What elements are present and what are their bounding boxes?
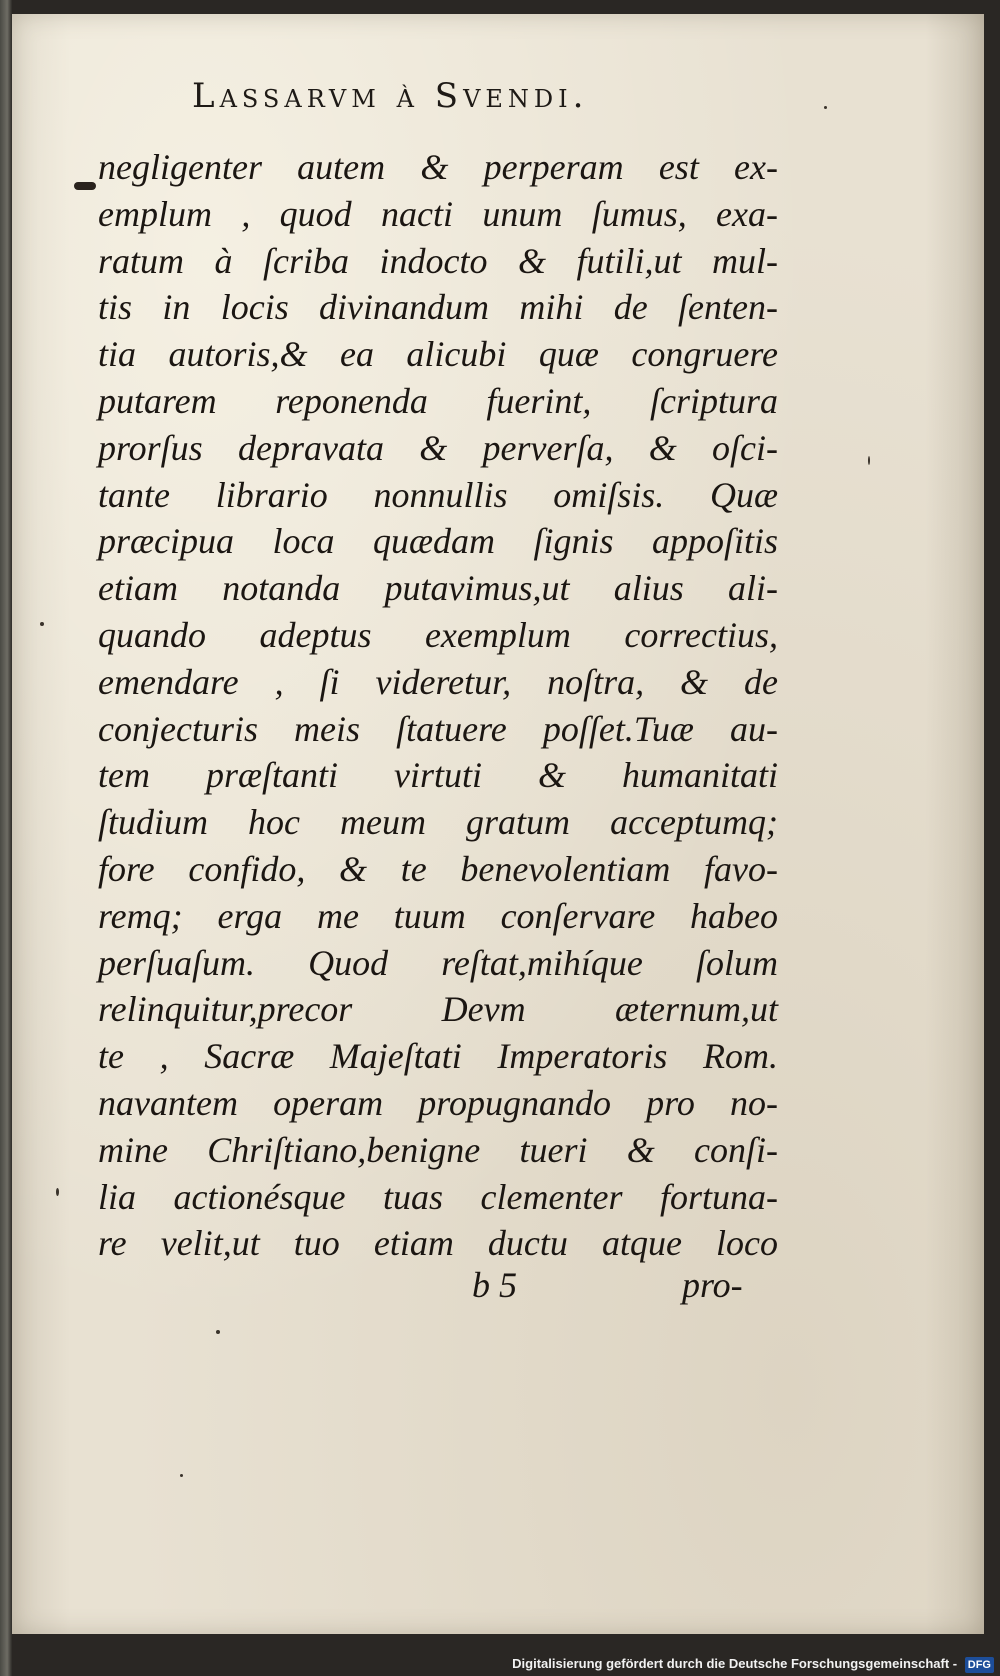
text-line: tis in locis divinandum mihi de ſenten- (98, 287, 778, 328)
catchword: pro- (682, 1265, 743, 1305)
text-line: emendare , ſi videretur, noſtra, & de (98, 661, 778, 702)
text-line: tia autoris,& ea alicubi quæ congruere (98, 334, 778, 375)
signature-mark: b 5 (472, 1265, 517, 1305)
text-line: etiam notanda putavimus,ut alius ali- (98, 568, 778, 609)
text-line: remq; erga me tuum conſervare habeo (98, 895, 778, 936)
dfg-logo: DFG (965, 1657, 994, 1673)
text-line: lia actionésque tuas clementer fortuna- (98, 1176, 778, 1217)
text-line: tem præſtanti virtuti & humanitati (98, 755, 778, 796)
book-page (12, 14, 984, 1634)
ink-margin-mark (74, 182, 96, 190)
text-line: præcipua loca quædam ſignis appoſitis (98, 521, 778, 562)
text-line: tante librario nonnullis omiſsis. Quæ (98, 474, 778, 515)
text-line: putarem reponenda fuerint, ſcriptura (98, 380, 778, 421)
text-line: relinquitur,precor Devm æternum,ut (98, 989, 778, 1030)
text-line: fore confido, & te benevolentiam favo- (98, 848, 778, 889)
ink-speck (56, 1188, 59, 1196)
text-line: prorſus depravata & perverſa, & oſci- (98, 427, 778, 468)
text-line: emplum , quod nacti unum ſumus, exa- (98, 193, 778, 234)
text-line: ſtudium hoc meum gratum acceptumq; (98, 802, 778, 843)
text-line: quando adeptus exemplum correctius, (98, 614, 778, 655)
text-line: re velit,ut tuo etiam ductu atque loco (98, 1223, 778, 1264)
book-spine-edge (0, 0, 12, 1676)
ink-speck (40, 622, 44, 626)
text-line: navantem operam propugnando pro no- (98, 1082, 778, 1123)
text-line: ratum à ſcriba indocto & futili,ut mul- (98, 240, 778, 281)
running-header: Lassarvm à Svendi. (192, 76, 589, 116)
text-line: negligenter autem & perperam est ex- (98, 147, 778, 187)
text-line: te , Sacræ Majeſtati Imperatoris Rom. (98, 1036, 778, 1077)
ink-speck (180, 1474, 183, 1477)
text-line: conjecturis meis ſtatuere poſſet.Tuæ au- (98, 708, 778, 749)
ink-speck (216, 1330, 220, 1334)
text-block (98, 144, 778, 1267)
text-line: mine Chriſtiano,benigne tueri & conſi- (98, 1129, 778, 1170)
ink-speck (868, 456, 870, 465)
ink-speck (824, 106, 827, 109)
digitization-credit (512, 1654, 994, 1674)
text-line: perſuaſum. Quod reſtat,mihíque ſolum (98, 942, 778, 983)
credit-text: Digitalisierung gefördert durch die Deutsche Forschungsgemeinschaft - (512, 1656, 958, 1671)
page-footer (472, 1264, 772, 1314)
